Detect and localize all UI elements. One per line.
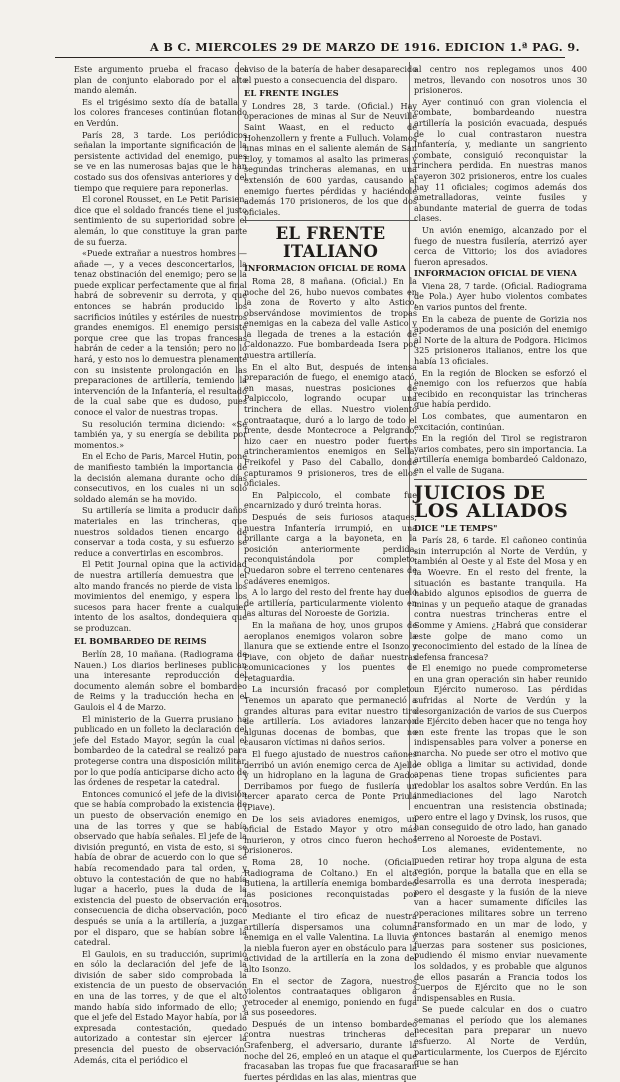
paragraph: Berlín 28, 10 mañana. (Radiograma de Nauen.) Los diarios berlineses publican una interesante reproducción del documento alemán sobre el bombardeo de Reims y la traducción hecha en el Gaulois el 4 de Marzo.: [74, 649, 247, 713]
column-3: [414, 64, 587, 1068]
paragraph: aviso de la batería de haber desaparecido el puesto a consecuencia del disparo.: [244, 64, 417, 85]
headline: EL FRENTE ITALIANO: [275, 224, 386, 262]
paragraph: al centro nos replegamos unos 400 metros, llevando con nosotros unos 30 prisioneros.: [414, 64, 587, 96]
paragraph: A lo largo del resto del frente hay duelo de artillería, particularmente violento en las alturas del Noroeste de Gorizia.: [244, 587, 417, 619]
column-1: [74, 64, 247, 1065]
paragraph: Su resolución termina diciendo: «Se también ya, y su energía se debilita por momentos.»: [74, 418, 247, 450]
subheading: INFORMACION OFICIAL DE ROMA: [244, 263, 406, 274]
paragraph: Roma 28, 10 noche. (Oficial. Radiograma de Coltano.) En el alto Butiena, la artillería enemiga bombardeó las posiciones reconquistadas por nosotros.: [244, 856, 417, 910]
paragraph: Es el trigésimo sexto día de batalla y los colores franceses continúan flotando en Verdún.: [74, 96, 247, 128]
paragraph: Los combates, que aumentaron en excitación, continúan.: [414, 411, 587, 432]
paragraph: En la cabeza de puente de Gorizia nos apoderamos de una posición del enemigo al Norte de la altura de Podgora. Hicimos 325 prisioneros italianos, entre los que había 13 oficiales.: [414, 313, 587, 367]
paragraph: Después de seis furiosos ataques, nuestra Infantería irrumpió, en una brillante carga a la bayoneta, en la posición anteriormente perdida, reconquistándola por completo. Quedaron sobre el terreno centenares de cadáveres enemigos.: [244, 511, 417, 586]
paragraph: París 28, 3 tarde. Los periódicos señalan la importante significación de la persistente actividad del enemigo, pues se ve en las numerosas bajas que le han costado sus dos ofensivas anteriores y del tiempo que requiere para reponerlas.: [74, 129, 247, 193]
paragraph: Su artillería se limita a producir daños materiales en las trincheras, que nuestros soldados tienen encargo de conservar a toda costa, y su esfuerzo se reduce a convertirlas en escombros.: [74, 505, 247, 558]
section-heading: EL FRENTE INGLES: [244, 88, 339, 99]
paragraph: El Petit Journal opina que la actividad de nuestra artillería demuestra que el alto mando francés no pierde de vista los movimientos del enemigo, y espera los sucesos para hacer frente a cualquier intento de los asaltos, dondequiera que se produzcan.: [74, 559, 247, 633]
paragraph: En el alto But, después de intensa preparación de fuego, el enemigo atacó, en masas, nuestras posiciones de Palpiccolo, logrando ocupar una trinchera de ellas. Nuestro violento contraataque, duró a lo largo de todo el frente, desde Montecroce a Pelgrando, hizo caer en nuestro poder fuertes atrincheramientos enemigos en Sella, Freikofel y Paso del Caballo, donde capturamos 9 prisioneros, tres de ellos oficiales.: [244, 361, 417, 489]
paragraph: En la región de Blocken se esforzó el enemigo con los refuerzos que había recibido en reconquistar las trincheras que había perdido.: [414, 367, 587, 410]
paragraph: París 28, 6 tarde. El cañoneo continúa sin interrupción al Norte de Verdún, y también al Oeste y al Este del Mosa y en la Woevre. En el resto del frente, la situación es bastante tranquila. Ha habido algunos episodios de guerra de minas y un pequeño ataque de granadas contra nuestras trincheras entre el Somme y Amiens. ¿Habrá que considerar este golpe de mano como un reconocimiento del estado de la línea de defensa francesa?: [414, 535, 587, 662]
paragraph: Roma 28, 8 mañana. (Oficial.) En la noche del 26, hubo nuevos combates en la zona de Roverto y alto Astico, observándose movimientos de tropas enemigas en la cabeza del valle Astico y la llegada de trenes a la estación de Caldonazzo. Fue bombardeada Isera por nuestra artillería.: [244, 275, 417, 361]
paragraph: En el Echo de Paris, Marcel Hutin, pone de manifiesto también la importancia de la decisión alemana durante ocho días consecutivos, en los cuales ni un solo soldado alemán se ha movido.: [74, 451, 247, 504]
page-header: A B C. MIERCOLES 29 DE MARZO DE 1916. EDICION 1.ª PAG. 9.: [150, 40, 580, 54]
header-rule: [55, 57, 565, 58]
paragraph: El fuego ajustado de nuestros cañones derribó un avión enemigo cerca de Ajello y un hidroplano en la laguna de Grado. Derribamos por fuego de fusilería un tercer aparato cerca de Ponte Priula (Piave).: [244, 749, 417, 812]
section-rule: [414, 479, 587, 480]
paragraph: El enemigo no puede comprometerse en una gran operación sin haber reunido un Ejército numeroso. Las pérdidas sufridas al Norte de Verdún y la desorganización de varios de sus Cuerpos de Ejército deben hacer que no tenga hoy en este frente las tropas que le son indispensables para volver a ponerse en marcha. No puede ser otro el motivo que le obliga a limitar su actividad, donde apenas tiene tropas suficientes para redoblar los asaltos sobre Verdún. En las inmediaciones del lago Narotch encuentran una resistencia obstinada; pero entre el lago y Dvinsk, los rusos, que han conseguido de otro lado, han ganado terreno al Noroeste de Postavi.: [414, 663, 587, 843]
paragraph: De los seis aviadores enemigos, un oficial de Estado Mayor y otro más murieron, y otros cinco fueron hechos prisioneros.: [244, 813, 417, 856]
paragraph: En la mañana de hoy, unos grupos de aeroplanos enemigos volaron sobre la llanura que se extiende entre el Isonzo y Piave, con objeto de dañar nuestras comunicaciones y los puentes de retaguardia.: [244, 619, 417, 683]
section-rule: [244, 220, 417, 221]
paragraph: El coronel Rousset, en Le Petit Parisien, dice que el soldado francés tiene el justo sentimiento de su superioridad sobre el alemán, lo que constituye la gran parte de su fuerza.: [74, 194, 247, 247]
paragraph: Ayer continuó con gran violencia el combate, bombardeando nuestra artillería la posición evacuada, después de lo cual contrastaron nuestra Infantería, y, mediante un sangriento combate, consiguió reconquistar la trinchera perdida. En nuestras manos cayeron 302 prisioneros, entre los cuales hay 11 oficiales; cogimos además dos ametralladoras, veinte fusiles y abundante material de guerra de todas clases.: [414, 96, 587, 224]
paragraph: Londres 28, 3 tarde. (Oficial.) Hay operaciones de minas al Sur de Neuville Saint Waast, en el reducto de Hohenzollern y frente a Fulluch. Volamos unas minas en el saliente alemán de San Eloy, y tomamos al asalto las primeras y segundas trincheras alemanas, en una extensión de 600 yardas, causando al enemigo fuertes pérdidas y haciéndole además 170 prisioneros, de los que dos oficiales.: [244, 100, 417, 217]
headline: JUICIOS DE LOS ALIADOS: [414, 481, 569, 522]
paragraph: Mediante el tiro eficaz de nuestra artillería dispersamos una columna enemiga en el valle Valentina. La lluvia y la niebla fueron ayer en obstáculo para la actividad de la artillería en la zona del alto Isonzo.: [244, 910, 417, 974]
paragraph: «Puede extrañar a nuestros hombres — añade —, y a veces desconcertarlos, la tenaz obstinación del enemigo; pero se la puede explicar perfectamente que al final habrá de sobrevenir su derrota, y que entonces se habrán producido los sacrificios inútiles y estériles de nuestros grandes enemigos. El enemigo persiste porque cree que las tropas francesas habrán de ceder a la tensión; pero no lo hará, y esto nos lo demuestra plenamente con su insistente prolongación en las preparaciones de artillería, temiendo la intervención de la Infantería, el resultado de la cual sabe que es dudoso, pues conoce el valor de nuestras tropas.: [74, 248, 247, 417]
paragraph: El ministerio de la Guerra prusiano ha publicado en un folleto la declaración del jefe del Estado Mayor, según la cual el bombardeo de la catedral se realizó para protegerse contra una disposición militar, por lo que podía anticiparse dicho acto de las órdenes de respetar la catedral.: [74, 713, 247, 788]
paragraph: Este argumento prueba el fracaso del plan de conjunto elaborado por el alto mando alemán.: [74, 64, 247, 96]
paragraph: En el sector de Zagora, nuestros violentos contraataques obligaron a retroceder al enemigo, poniendo en fuga a sus poseedores.: [244, 975, 417, 1018]
section-heading: EL BOMBARDEO DE REIMS: [74, 636, 207, 647]
paragraph: Viena 28, 7 tarde. (Oficial. Radiograma de Pola.) Ayer hubo violentos combates en varios puntos del frente.: [414, 280, 587, 313]
subheading: DICE "LE TEMPS": [414, 522, 498, 533]
paragraph: Entonces comunicó el jefe de la división que se había comprobado la existencia de un puesto de observación enemigo en una de las torres y que se había observado que había señales. El jefe de la división preguntó, en vista de esto, si se había de obrar de acuerdo con lo que se había recomendado para tal orden, y obtuvo la contestación de que no había lugar a hacerlo, pues la duda de la existencia del puesto de observación era consecuencia de dicha observación, poco después se unía a la artillería, a juzgar por el disparo, que se habían sobre la catedral.: [74, 788, 247, 948]
paragraph: El Gaulois, en su traducción, suprimió en sólo la declaración del jefe de la división de saber sido comprobada la existencia de un puesto de observación en una de las torres, y de que el alto mando había sido informado de ello; y que el jefe del Estado Mayor había, por la expresada contestación, quedado autorizado a contestar sin ejercer la presencia del puesto de observación. Además, cita el periódico el: [74, 948, 247, 1065]
paragraph: En la región del Tirol se registraron varios combates, pero sin importancia. La artillería enemiga bombardeó Caldonazo, en el valle de Sugana.: [414, 433, 587, 475]
column-2: [244, 64, 417, 1082]
paragraph: Los alemanes, evidentemente, no pueden retirar hoy tropa alguna de esta región, porque la batalla que en ella se desarrolla es una derrota inesperada; pero el desgaste y la fusión de la nieve van a hacer sumamente difíciles las operaciones militares sobre un terreno transformado en un mar de lodo, y entonces bastarán al enemigo menos fuerzas para sostener sus posiciones, pudiendo él mismo enviar nuevamente los soldados, y es probable que algunos de ellos pasarán a Francia todos los Cuerpos de Ejército que no le son indispensables en Rusia.: [414, 844, 587, 1003]
subheading: INFORMACION OFICIAL DE VIENA: [414, 268, 577, 279]
paragraph: En Palpiccolo, el combate fue encarnizado y duró treinta horas.: [244, 489, 417, 511]
paragraph: Se puede calcular en dos o cuatro semanas el período que los alemanes necesitan para preparar un nuevo esfuerzo. Al Norte de Verdún, particularmente, los Cuerpos de Ejército que se han: [414, 1004, 587, 1068]
paragraph: La incursión fracasó por completo. Tenemos un aparato que permaneció a grandes alturas para evitar nuestro tiro de artillería. Los aviadores lanzaron algunas docenas de bombas, que no causaron víctimas ni daños serios.: [244, 684, 417, 748]
paragraph: Un avión enemigo, alcanzado por el fuego de nuestra fusilería, aterrizó ayer cerca de Vittorio; los dos aviadores fueron apresados.: [414, 224, 587, 267]
paragraph: Después de un intenso bombardeo contra nuestras trincheras del Grafenberg, el adversario, durante la noche del 26, empleó en un ataque el que fracasaban las tropas fue que fracasaran fuertes pérdidas en las alas, mientras que: [244, 1018, 417, 1082]
